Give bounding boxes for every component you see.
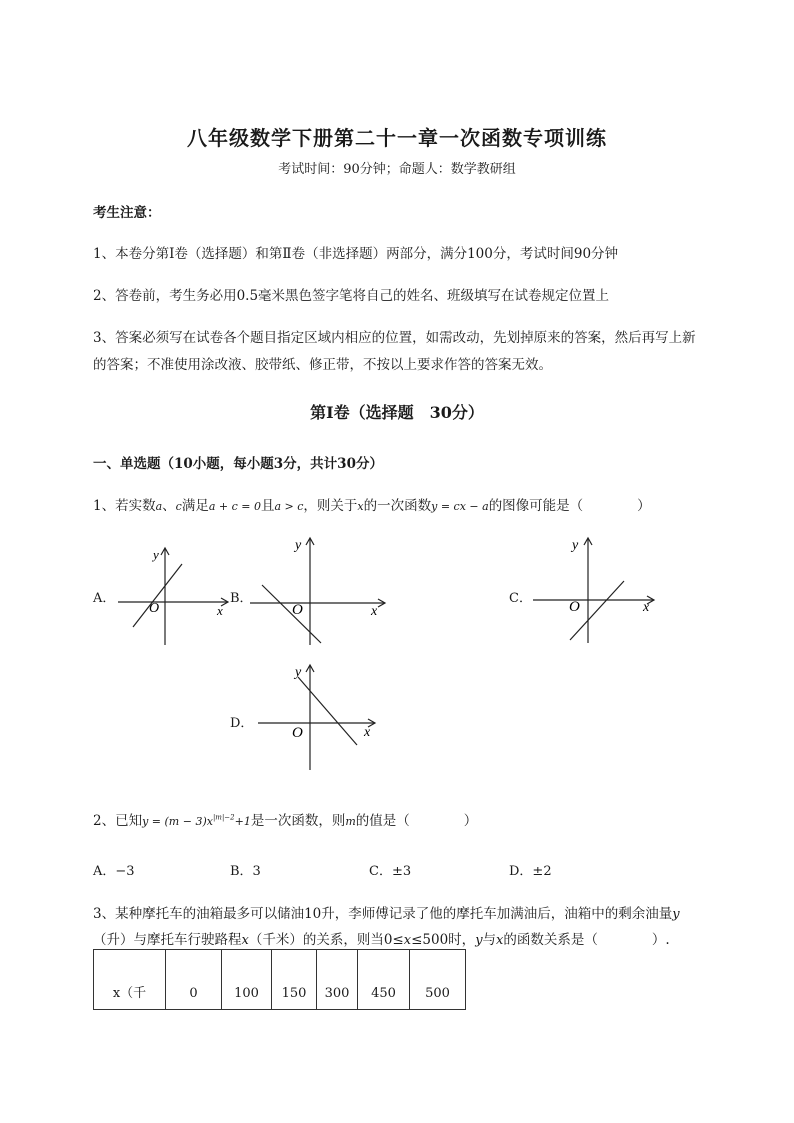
q1-text-2: 、 [162,498,176,514]
table-row [94,950,466,1010]
y-label: y [153,547,159,562]
table-cell: 100 [222,950,272,1010]
notice-heading: 考生注意： [93,205,161,221]
q2-math-plus: +1 [234,815,251,828]
q3-text-2c: ≤500时， [411,932,476,948]
q1-text-1: 1、若实数 [93,498,156,514]
y-label: y [295,538,302,553]
page-title: 八年级数学下册第二十一章一次函数专项训练 [187,126,607,150]
q3-text-2a: （升）与摩托车行驶路程 [93,932,242,948]
notice-item-3: 3、答案必须写在试卷各个题目指定区域内相应的位置，如需改动，先划掉原来的答案，然后再写上新 [93,330,696,346]
q1-math-ineq: a > c [274,500,304,513]
x-label: x [364,725,371,740]
q3-data-table [93,949,466,1010]
table-cell: 450 [358,950,410,1010]
q1-option-b-label[interactable]: B． [230,591,253,606]
notice-item-3-cont: 的答案；不准使用涂改液、胶带纸、修正带，不按以上要求作答的答案无效。 [93,357,552,373]
origin-label: O [569,599,580,615]
table-cell: 300 [317,950,358,1010]
q3-var-x: x [241,933,249,948]
function-line [298,677,357,745]
q1-option-d-graph[interactable] [255,660,385,779]
q3-var-x2: x [403,933,412,948]
q1-text-6: 的一次函数 [363,498,432,514]
q1-option-c-graph[interactable] [528,533,663,652]
q3-text-2e: 的函数关系是（ ）. [503,932,670,948]
q2-option-a[interactable]: A．−3 [93,864,135,879]
q2-math-func: y = (m − 3)x [142,815,213,828]
q3-var-x3: x [496,933,504,948]
origin-label: O [149,601,160,616]
q3-text-1: 3、某种摩托车的油箱最多可以储油10升，李师傅记录了他的摩托车加满油后，油箱中的剩余油量 [93,906,673,922]
x-label: x [371,604,378,619]
q1-math-x: x [357,500,364,513]
notice-item-1: 1、本卷分第I卷（选择题）和第Ⅱ卷（非选择题）两部分，满分100分，考试时间90分钟 [93,246,619,262]
q2-math-exponent: |m|−2 [212,813,235,822]
q1-math-c: c [175,500,182,513]
function-line [133,564,182,627]
q2-option-d[interactable]: D．±2 [509,864,552,879]
q1-text-7: 的图像可能是（ ） [488,498,651,514]
y-label: y [572,538,579,553]
table-cell: 500 [410,950,466,1010]
notice-item-2: 2、答卷前，考生务必用0.5毫米黑色签字笔将自己的姓名、班级填写在试卷规定位置上 [93,288,610,304]
q1-text-5: ，则关于 [303,498,358,514]
q1-text-3: 满足 [181,498,209,514]
question-2 [93,809,477,829]
q3-var-y2: y [475,933,483,948]
q3-var-y: y [672,907,680,922]
q3-text-2d: 与 [482,932,497,948]
section-title: 第I卷（选择题 30分） [310,403,484,422]
q2-text-2: 是一次函数，则 [250,813,346,829]
q3-text-2b: （千米）的关系，则当0≤ [248,932,404,948]
q2-math-m: m [345,815,356,828]
q1-math-func: y = cx − a [431,500,489,513]
q1-option-a-graph[interactable] [110,540,235,654]
q1-option-b-graph[interactable] [245,533,390,652]
table-header-cell: x（千 [94,950,166,1010]
q2-text-1: 2、已知 [93,813,143,829]
y-label: y [295,665,302,680]
q1-text-4: 且 [260,498,275,514]
table-cell: 0 [166,950,222,1010]
q1-option-a-label[interactable]: A． [93,591,116,606]
question-3-line-1 [93,902,680,922]
q1-option-d-label[interactable]: D． [230,716,254,731]
q1-option-c-label[interactable]: C． [509,591,532,606]
q2-text-3: 的值是（ ） [355,813,478,829]
exam-subtitle: 考试时间：90分钟；命题人：数学教研组 [278,162,516,177]
origin-label: O [292,602,303,618]
x-label: x [643,600,650,615]
question-3-line-2 [93,928,670,948]
origin-label: O [292,725,303,741]
q2-option-c[interactable]: C．±3 [369,864,412,879]
q1-math-sum: a + c = 0 [208,500,261,513]
x-label: x [217,603,223,618]
q2-option-b[interactable]: B．3 [230,864,261,879]
table-cell: 150 [272,950,317,1010]
q1-math-a: a [155,500,163,513]
part-heading: 一、单选题（10小题，每小题3分，共计30分） [93,456,383,472]
question-1 [93,494,651,514]
